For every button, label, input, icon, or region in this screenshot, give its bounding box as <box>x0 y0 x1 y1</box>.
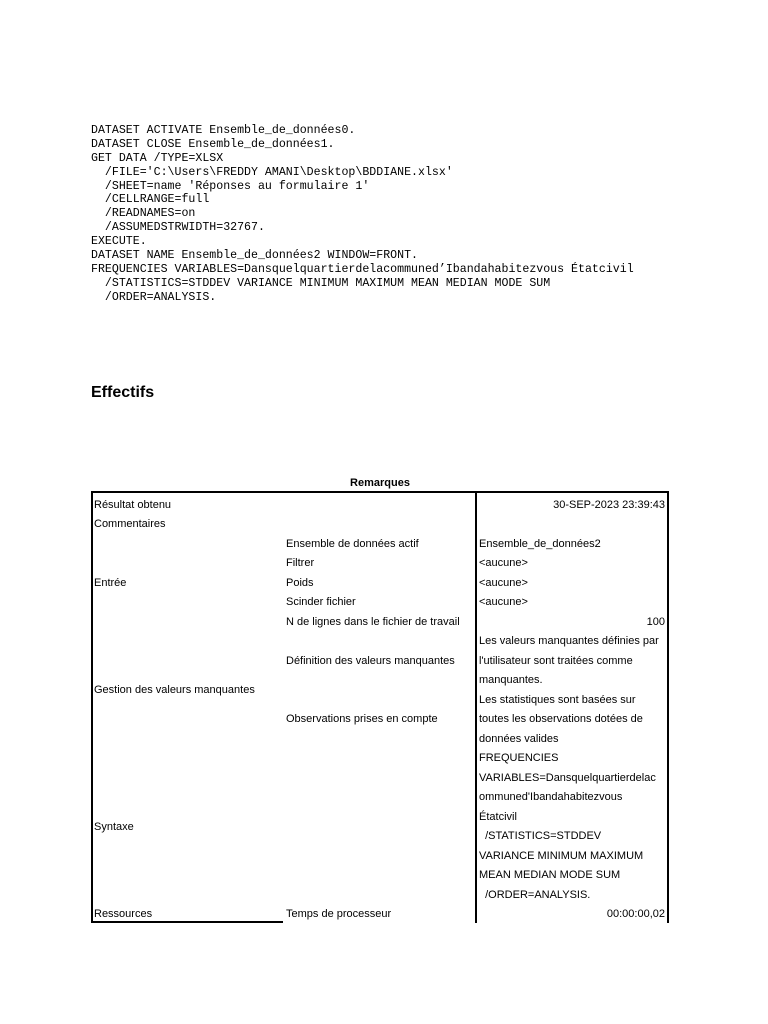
split-value: <aucune> <box>479 596 528 608</box>
syntax-line: DATASET ACTIVATE Ensemble_de_données0. <box>91 124 356 137</box>
missing-def-line: manquantes. <box>479 674 543 686</box>
cpu-label: Temps de processeur <box>286 908 392 920</box>
syntax-value-line: /ORDER=ANALYSIS. <box>479 889 591 901</box>
cases-used-line: toutes les observations dotées de <box>479 713 643 725</box>
cpu-value: 00:00:00,02 <box>606 908 665 920</box>
section-heading: Effectifs <box>91 384 155 401</box>
filter-label: Filtrer <box>286 557 315 569</box>
notes-table <box>91 491 669 923</box>
split-label: Scinder fichier <box>286 596 356 608</box>
syntax-value-line: Étatcivil <box>479 811 517 823</box>
syntax-line: /STATISTICS=STDDEV VARIANCE MINIMUM MAXIMUM MEAN MEDIAN MODE SUM <box>91 276 551 290</box>
syntax-value-line: ommuned'Ibandahabitezvous <box>479 791 623 803</box>
cases-used-line: Les statistiques sont basées sur <box>479 694 636 706</box>
missing-def-line: l'utilisateur sont traitées comme <box>479 655 633 667</box>
rows-value: 100 <box>646 616 665 628</box>
result-label: Résultat obtenu <box>94 499 172 511</box>
comments-label: Commentaires <box>94 518 166 530</box>
active-dataset-label: Ensemble de données actif <box>286 538 419 550</box>
syntax-value-line: /STATISTICS=STDDEV <box>479 830 602 842</box>
syntax-line: /SHEET=name 'Réponses au formulaire 1' <box>91 179 370 193</box>
weight-label: Poids <box>286 577 314 589</box>
syntax-line: /READNAMES=on <box>91 207 196 221</box>
syntax-log <box>91 124 634 305</box>
syntax-value-line: MEAN MEDIAN MODE SUM <box>479 869 621 881</box>
syntax-line: /ASSUMEDSTRWIDTH=32767. <box>91 221 265 235</box>
syntax-line: /ORDER=ANALYSIS. <box>91 290 217 304</box>
syntax-line: /FILE='C:\Users\FREDDY AMANI\Desktop\BDDIANE.xlsx' <box>91 165 453 179</box>
filter-value: <aucune> <box>479 557 528 569</box>
cases-used-line: données valides <box>479 733 559 745</box>
syntax-line: /CELLRANGE=full <box>91 193 210 207</box>
syntax-value-line: VARIANCE MINIMUM MAXIMUM <box>479 850 644 862</box>
rows-label: N de lignes dans le fichier de travail <box>286 616 460 628</box>
syntax-line: FREQUENCIES VARIABLES=Dansquelquartierdelacommuned’Ibandahabitezvous Étatcivil <box>91 262 634 276</box>
syntax-line: DATASET NAME Ensemble_de_données2 WINDOW=FRONT. <box>91 249 418 263</box>
syntax-line: DATASET CLOSE Ensemble_de_données1. <box>91 137 335 151</box>
syntax-value-line: VARIABLES=Dansquelquartierdelac <box>479 772 656 784</box>
table-caption: Remarques <box>350 477 410 489</box>
resources-label: Ressources <box>94 908 153 920</box>
missing-label: Gestion des valeurs manquantes <box>94 684 255 696</box>
syntax-label: Syntaxe <box>94 821 134 833</box>
syntax-line: GET DATA /TYPE=XLSX <box>91 151 224 165</box>
cases-used-label: Observations prises en compte <box>286 713 438 725</box>
result-value: 30-SEP-2023 23:39:43 <box>553 499 665 511</box>
missing-def-line: Les valeurs manquantes définies par <box>479 635 659 647</box>
column-divider <box>475 493 477 923</box>
weight-value: <aucune> <box>479 577 528 589</box>
missing-def-label: Définition des valeurs manquantes <box>286 655 455 667</box>
syntax-line: EXECUTE. <box>91 235 147 249</box>
input-label: Entrée <box>94 577 127 589</box>
syntax-value-line: FREQUENCIES <box>479 752 559 764</box>
active-dataset-value: Ensemble_de_données2 <box>479 538 601 550</box>
